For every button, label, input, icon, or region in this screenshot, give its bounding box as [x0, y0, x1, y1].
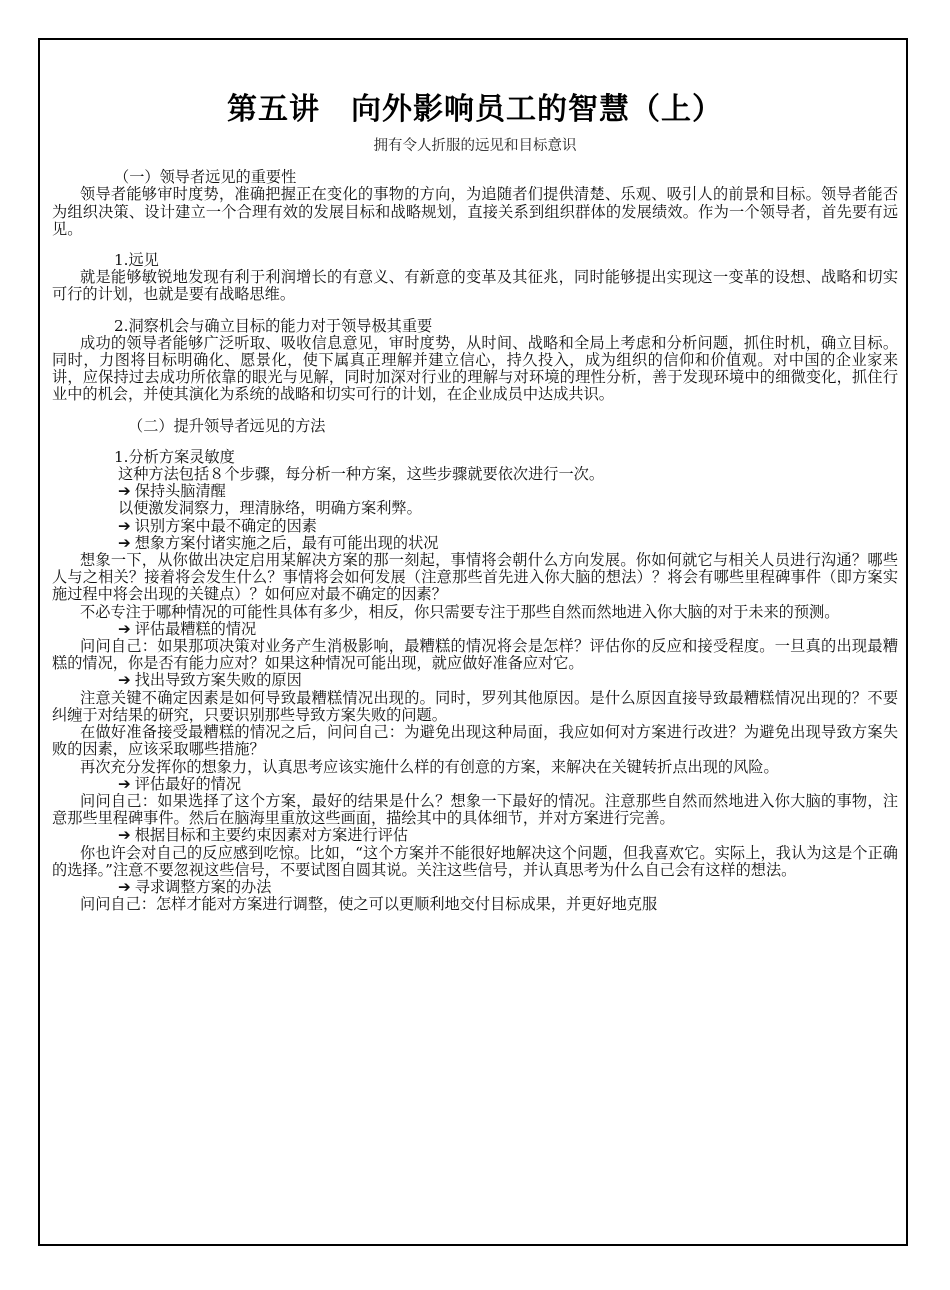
- step-5-heading: [52, 672, 898, 689]
- section-2-heading: （二）提升领导者远见的方法: [128, 416, 326, 435]
- step-4-label: 评估最糟糕的情况: [134, 619, 257, 638]
- step-4-heading: [52, 621, 898, 638]
- step-5-label: 找出导致方案失败的原因: [134, 671, 302, 690]
- step-8-label: 寻求调整方案的办法: [134, 877, 272, 896]
- document-body: [52, 70, 898, 913]
- step-2-label: 识别方案中最不确定的因素: [134, 516, 317, 535]
- step-1-label: 保持头脑清醒: [134, 482, 226, 501]
- step-6-paragraph: 问问自己：如果选择了这个方案，最好的结果是什么？想象一下最好的情况。注意那些自然而然地进入你大脑的事物，注意那些里程碑事件。然后在脑海里重放这些画面，描绘其中的具体细节，并对方案进行完善。: [52, 791, 898, 828]
- step-3-heading: [52, 535, 898, 552]
- arrow-right-icon: ➔: [118, 619, 131, 638]
- section-2-subheading-1: 1.分析方案灵敏度: [114, 447, 235, 466]
- page-title: 第五讲 向外影响员工的智慧（上）: [227, 92, 723, 127]
- arrow-right-icon: ➔: [118, 533, 131, 552]
- section-1-paragraph-2: 就是能够敏锐地发现有利于利润增长的有意义、有新意的变革及其征兆，同时能够提出实现这一变革的设想、战略和切实可行的计划，也就是要有战略思维。: [52, 268, 898, 304]
- step-7-label: 根据目标和主要约束因素对方案进行评估: [134, 826, 409, 845]
- section-2-paragraph-1: 这种方法包括８个步骤，每分析一种方案，这些步骤就要依次进行一次。: [118, 465, 604, 484]
- section-1-subheading-2: 2.洞察机会与确立目标的能力对于领导极其重要: [114, 316, 433, 335]
- arrow-right-icon: ➔: [118, 671, 131, 690]
- arrow-right-icon: ➔: [118, 877, 131, 896]
- step-8-heading: [52, 879, 898, 896]
- step-5-paragraph-2: 在做好准备接受最糟糕的情况之后，问问自己：为避免出现这种局面，我应如何对方案进行改进？为避免出现导致方案失败的因素，应该采取哪些措施？: [52, 723, 898, 759]
- section-1-heading: （一）领导者远见的重要性: [114, 168, 297, 187]
- step-4-paragraph: 问问自己：如果那项决策对业务产生消极影响，最糟糕的情况将会是怎样？评估你的反应和接受程度。一旦真的出现最糟糕的情况，你是否有能力应对？如果这种情况可能出现，就应做好准备应对它。: [52, 637, 898, 673]
- step-8-paragraph: 问问自己：怎样才能对方案进行调整，使之可以更顺利地交付目标成果，并更好地克服: [80, 895, 658, 914]
- step-7-heading: [52, 827, 898, 844]
- step-3-label: 想象方案付诸实施之后，最有可能出现的状况: [134, 533, 439, 552]
- step-5-paragraph-1: 注意关键不确定因素是如何导致最糟糕情况出现的。同时，罗列其他原因。是什么原因直接导致最糟糕情况出现的？不要纠缠于对结果的研究，只要识别那些导致方案失败的问题。: [52, 688, 898, 724]
- step-5-paragraph-3: 再次充分发挥你的想象力，认真思考应该实施什么样的有创意的方案，来解决在关键转折点出现的风险。: [80, 757, 779, 776]
- page-subtitle: 拥有令人折服的远见和目标意识: [373, 138, 577, 154]
- step-7-paragraph: 你也许会对自己的反应感到吃惊。比如，“这个方案并不能很好地解决这个问题，但我喜欢它。实际上，我认为这是个正确的选择。”注意不要忽视这些信号，不要试图自圆其说。关注这些信号，并认真思考为什么自己会有这样的想法。: [52, 843, 898, 879]
- step-1-heading: [52, 483, 898, 500]
- step-6-heading: [52, 776, 898, 793]
- arrow-right-icon: ➔: [118, 826, 131, 845]
- step-3-paragraph-2: 不必专注于哪种情况的可能性具体有多少，相反，你只需要专注于那些自然而然地进入你大脑的对于未来的预测。: [80, 602, 840, 621]
- arrow-right-icon: ➔: [118, 516, 131, 535]
- step-1-paragraph: 以便激发洞察力，理清脉络，明确方案利弊。: [118, 499, 422, 518]
- step-6-label: 评估最好的情况: [134, 774, 242, 793]
- step-3-paragraph-1: 想象一下，从你做出决定启用某解决方案的那一刻起，事情将会朝什么方向发展。你如何就它与相关人员进行沟通？哪些人与之相关？接着将会发生什么？事情将会如何发展（注意那些首先进入你大脑的想法）？将会有哪些里程碑事件（即方案实施过程中将会出现的关键点）？如何应对最不确定的因素？: [52, 551, 898, 604]
- section-1-subheading-1: 1.远见: [114, 251, 159, 270]
- arrow-right-icon: ➔: [118, 482, 131, 501]
- section-1-paragraph-3: 成功的领导者能够广泛听取、吸收信息意见，审时度势，从时间、战略和全局上考虑和分析问题，抓住时机，确立目标。同时，力图将目标明确化、愿景化，使下属真正理解并建立信心，持久投入，成为组织的信仰和价值观。对中国的企业家来讲，应保持过去成功所依靠的眼光与见解，同时加深对行业的理解与对环境的理性分析，善于发现环境中的细微变化，抓住行业中的机会，并使其演化为系统的战略和切实可行的计划，在企业成员中达成共识。: [52, 333, 898, 404]
- step-2-heading: [52, 518, 898, 535]
- arrow-right-icon: ➔: [118, 774, 131, 793]
- section-1-paragraph-1: 领导者能够审时度势，准确把握正在变化的事物的方向，为追随者们提供清楚、乐观、吸引人的前景和目标。领导者能否为组织决策、设计建立一个合理有效的发展目标和战略规划，直接关系到组织群体的发展绩效。作为一个领导者，首先要有远见。: [52, 185, 898, 238]
